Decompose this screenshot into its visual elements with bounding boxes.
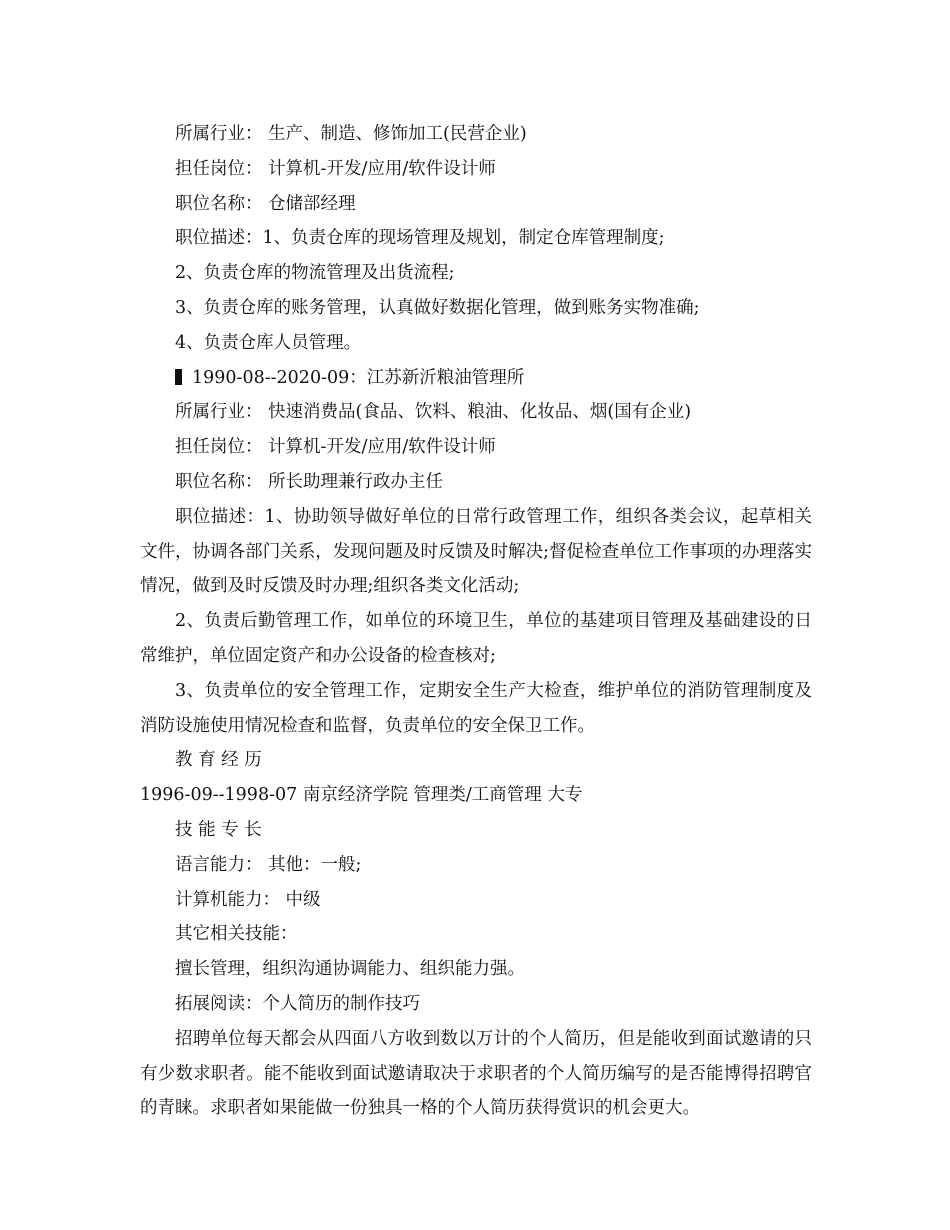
- job1-position: 担任岗位： 计算机-开发/应用/软件设计师: [175, 158, 496, 179]
- job2-desc-1: 职位描述：1、协助领导做好单位的日常行政管理工作，组织各类会议，起草相关文件，协调各部门关系，发现问题及时反馈及时解决;督促检查单位工作事项的办理落实情况，做到及时反馈及时办理;组织各类文化活动;: [140, 506, 812, 597]
- job2-industry: 所属行业： 快速消费品(食品、饮料、粮油、化妆品、烟(国有企业): [175, 402, 692, 423]
- job1-desc-4: 4、负责仓库人员管理。: [175, 332, 362, 353]
- job1-desc-2: 2、负责仓库的物流管理及出货流程;: [175, 263, 455, 284]
- job1-title: 职位名称： 仓储部经理: [175, 193, 356, 214]
- skills-other-label: 其它相关技能：: [175, 924, 298, 945]
- job1-desc-1: 职位描述：1、负责仓库的现场管理及规划，制定仓库管理制度;: [175, 228, 665, 249]
- extended-reading-title: 拓展阅读：个人简历的制作技巧: [175, 993, 420, 1014]
- job2-desc-2: 2、负责后勤管理工作，如单位的环境卫生，单位的基建项目管理及基础建设的日常维护，单位固定资产和办公设备的检查核对;: [140, 611, 812, 666]
- skills-computer: 计算机能力： 中级: [175, 889, 321, 910]
- skills-other-value: 擅长管理，组织沟通协调能力、组织能力强。: [175, 959, 525, 980]
- education-entry: 1996-09--1998-07 南京经济学院 管理类/工商管理 大专: [140, 785, 583, 806]
- job2-title: 职位名称： 所长助理兼行政办主任: [175, 471, 444, 492]
- skills-language: 语言能力： 其他：一般;: [175, 854, 362, 875]
- job2-position: 担任岗位： 计算机-开发/应用/软件设计师: [175, 437, 496, 458]
- job2-header-text: 1990-08--2020-09：江苏新沂粮油管理所: [192, 367, 525, 388]
- skills-heading: 技 能 专 长: [175, 819, 262, 840]
- bullet-marker-icon: [175, 369, 182, 385]
- extended-reading-paragraph: 招聘单位每天都会从四面八方收到数以万计的个人简历，但是能收到面试邀请的只有少数求职者。能不能收到面试邀请取决于求职者的个人简历编写的是否能博得招聘官的青睐。求职者如果能做一份独具一格的个人简历获得赏识的机会更大。: [140, 1028, 812, 1119]
- education-heading: 教 育 经 历: [175, 750, 262, 771]
- job2-desc-3: 3、负责单位的安全管理工作，定期安全生产大检查，维护单位的消防管理制度及消防设施使用情况检查和监督，负责单位的安全保卫工作。: [140, 680, 812, 736]
- resume-content: [140, 117, 812, 1126]
- job2-header: [140, 361, 812, 396]
- job1-desc-3: 3、负责仓库的账务管理，认真做好数据化管理，做到账务实物准确;: [175, 297, 700, 318]
- job1-industry: 所属行业： 生产、制造、修饰加工(民营企业): [175, 124, 527, 144]
